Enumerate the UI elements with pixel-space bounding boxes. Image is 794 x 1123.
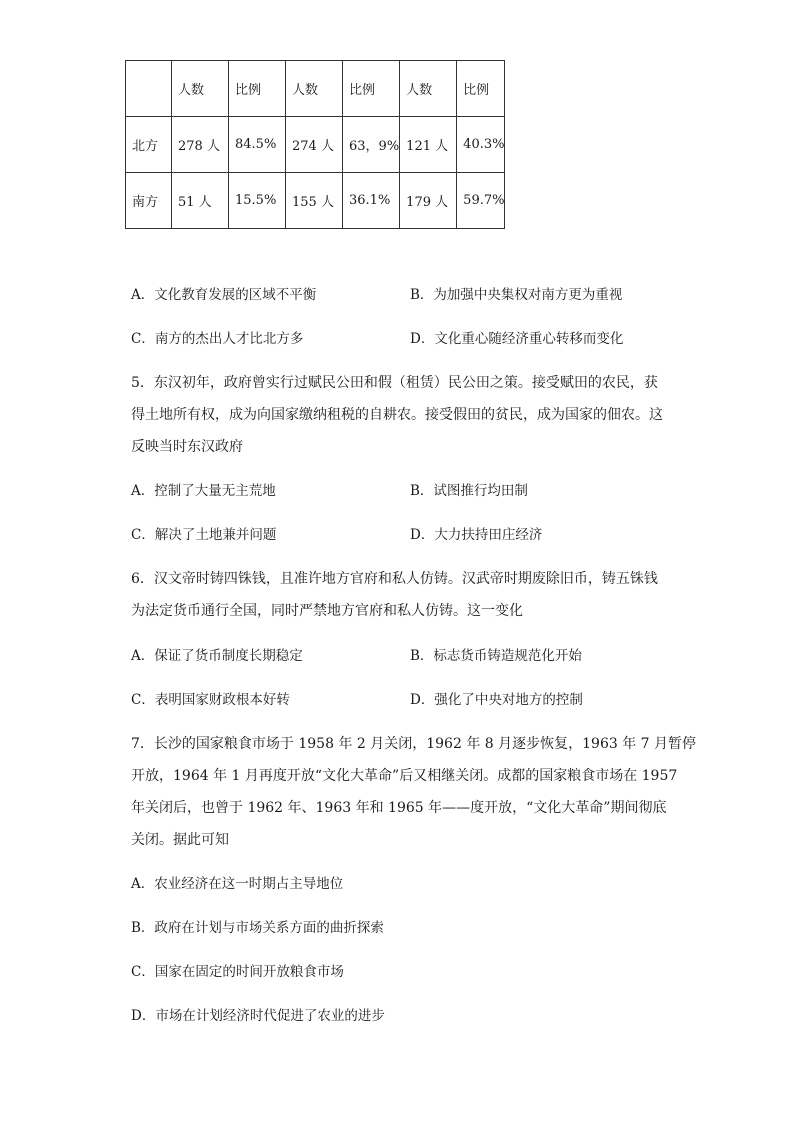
table-header-cell: 人数: [400, 61, 457, 117]
q6-option-b: B．标志货币铸造规范化开始: [410, 648, 582, 664]
q7-stem-line: 7．长沙的国家粮食市场于 1958 年 2 月关闭，1962 年 8 月逐步恢复，1963 年 7 月暂停: [131, 736, 697, 752]
table-header-cell: 比例: [343, 61, 400, 117]
table-cell: 274 人: [286, 117, 343, 173]
q5-option-b: B．试图推行均田制: [410, 483, 528, 499]
q7-stem-line: 年关闭后，也曾于 1962 年、1963 年和 1965 年——度开放，“文化大革命”期间彻底: [131, 800, 667, 816]
q4-option-b: B．为加强中央集权对南方更为重视: [410, 287, 623, 303]
q7-option-d: D．市场在计划经济时代促进了农业的进步: [131, 1008, 385, 1024]
q7-option-b: B．政府在计划与市场关系方面的曲折探索: [131, 920, 384, 936]
q7-option-a: A．农业经济在这一时期占主导地位: [131, 876, 344, 892]
q5-option-a: A．控制了大量无主荒地: [131, 483, 276, 499]
table-cell: 40.3%: [457, 117, 505, 173]
table-cell: 63，9%: [343, 117, 400, 173]
table-header-cell: [126, 61, 172, 117]
table-header-row: [126, 61, 505, 117]
table-header-cell: 比例: [457, 61, 505, 117]
table-row: [126, 173, 505, 229]
q4-option-d: D．文化重心随经济重心转移而变化: [410, 331, 624, 347]
table-cell: 15.5%: [229, 173, 286, 229]
table-cell: 59.7%: [457, 173, 505, 229]
q6-option-c: C．表明国家财政根本好转: [131, 692, 290, 708]
table-cell: 155 人: [286, 173, 343, 229]
q5-option-d: D．大力扶持田庄经济: [410, 527, 543, 543]
table-cell: 南方: [126, 173, 172, 229]
q7-option-c: C．国家在固定的时间开放粮食市场: [131, 964, 344, 980]
table-row: [126, 117, 505, 173]
q6-option-a: A．保证了货币制度长期稳定: [131, 648, 303, 664]
q5-stem-line: 得土地所有权，成为向国家缴纳租税的自耕农。接受假田的贫民，成为国家的佃农。这: [131, 407, 663, 423]
q4-option-a: A．文化教育发展的区域不平衡: [131, 287, 317, 303]
table-cell: 278 人: [172, 117, 229, 173]
q6-option-d: D．强化了中央对地方的控制: [410, 692, 583, 708]
q5-stem-line: 5．东汉初年，政府曾实行过赋民公田和假（租赁）民公田之策。接受赋田的农民，获: [131, 375, 658, 391]
q7-stem-line: 开放，1964 年 1 月再度开放“文化大革命”后又相继关闭。成都的国家粮食市场在 1957: [131, 768, 678, 784]
q5-stem-line: 反映当时东汉政府: [131, 439, 243, 455]
table-cell: 121 人: [400, 117, 457, 173]
talent-distribution-table: [125, 60, 505, 229]
table-cell: 179 人: [400, 173, 457, 229]
q7-stem-line: 关闭。据此可知: [131, 832, 229, 848]
table-cell: 36.1%: [343, 173, 400, 229]
q6-stem-line: 6．汉文帝时铸四铢钱，且准许地方官府和私人仿铸。汉武帝时期废除旧币，铸五铢钱: [131, 571, 658, 587]
table-header-cell: 人数: [286, 61, 343, 117]
table-header-cell: 比例: [229, 61, 286, 117]
q6-stem-line: 为法定货币通行全国，同时严禁地方官府和私人仿铸。这一变化: [131, 603, 523, 619]
table-header-cell: 人数: [172, 61, 229, 117]
table-cell: 北方: [126, 117, 172, 173]
table-cell: 51 人: [172, 173, 229, 229]
q4-option-c: C．南方的杰出人才比北方多: [131, 331, 304, 347]
q5-option-c: C．解决了土地兼并问题: [131, 527, 277, 543]
table-cell: 84.5%: [229, 117, 286, 173]
